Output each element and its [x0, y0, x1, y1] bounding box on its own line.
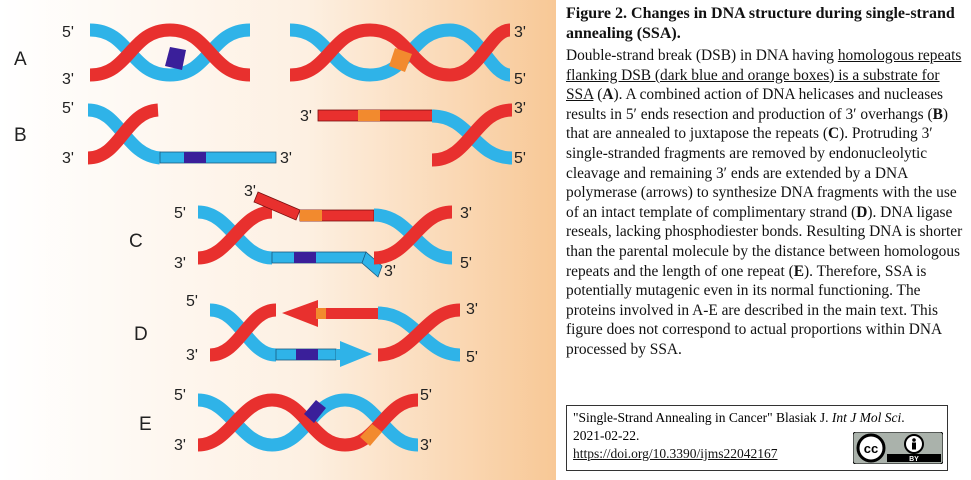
end-label: 3' [186, 347, 198, 364]
end-label: 3' [62, 71, 74, 88]
caption-text: ) that are annealed to juxtapose the repeats ( [566, 105, 949, 143]
end-label: 5' [62, 100, 74, 117]
caption-body [566, 46, 964, 360]
citation-line [573, 409, 941, 427]
repeat-orange-box [358, 110, 380, 121]
caption-text: ). Protruding 3′ single-stranded fragments are removed by endonucleolytic cleavage and remaining 3′ ends are extended by a DNA polymerase (arrows) to synthesize DNA fragments with the use of an intact template of complimentary strand ( [566, 125, 957, 221]
repeat-dark-blue-box [296, 349, 318, 360]
repeat-orange-box [300, 210, 322, 221]
end-label: 3' [300, 108, 312, 125]
cc-by-label: BY [909, 456, 919, 463]
panel-label-b: B [14, 125, 27, 146]
citation-journal: Int J Mol Sci [831, 410, 902, 425]
end-label: 5' [514, 71, 526, 88]
svg-text:cc: cc [863, 441, 879, 456]
cc-by-icon [853, 432, 943, 464]
end-label: 5' [420, 387, 432, 404]
caption-text: ). A combined action of DNA helicases and nucleases results in 5′ ends resection and production of 3′ overhangs ( [566, 86, 944, 123]
caption-text: Double-strand break (DSB) in DNA having [566, 47, 838, 64]
end-label: 3' [62, 150, 74, 167]
caption-text: ). DNA ligase reseals, lacking phosphodiester bonds. Resulting DNA is shorter than the parental molecule by the distance between homologous repeats and the length of one repeat ( [566, 203, 963, 280]
end-label: 5' [174, 205, 186, 222]
end-label: 3' [466, 301, 478, 318]
caption-panel-ref: B [932, 105, 943, 123]
citation-box [566, 405, 948, 471]
end-label: 3' [174, 255, 186, 272]
end-label: 5' [466, 349, 478, 366]
annealed-strand-blue [272, 252, 366, 263]
panel-label-e: E [139, 414, 152, 435]
end-label: 3' [174, 437, 186, 454]
end-label: 5' [186, 293, 198, 310]
end-label: 3' [460, 205, 472, 222]
end-label: 5' [62, 24, 74, 41]
end-label: 3' [244, 183, 256, 200]
end-label: 3' [420, 437, 432, 454]
end-label: 5' [460, 255, 472, 272]
end-label: 3' [384, 263, 396, 280]
caption-panel-ref: E [793, 262, 805, 280]
caption-text: ( [593, 86, 603, 104]
end-label: 5' [514, 150, 526, 167]
caption-title: Figure 2. Changes in DNA structure during single-strand annealing (SSA). [566, 5, 955, 42]
panel-label-a: A [14, 49, 27, 70]
end-label: 5' [174, 387, 186, 404]
citation-title: "Single-Strand Annealing in Cancer" Blasiak J. [573, 410, 832, 425]
caption-underlined-text: homologous repeats flanking DSB (dark blue and orange boxes) is a substrate for SSA [566, 47, 962, 104]
citation-punct: . [901, 410, 905, 425]
repeat-dark-blue-box [294, 252, 316, 263]
panel-label-c: C [129, 231, 143, 252]
end-label: 3' [280, 150, 292, 167]
caption-panel-ref: C [827, 125, 840, 143]
figure-caption [566, 4, 964, 360]
caption-panel-ref: A [602, 86, 614, 104]
end-label: 3' [514, 100, 526, 117]
overhang-strand-blue [160, 152, 276, 163]
end-label: 3' [514, 24, 526, 41]
doi-link[interactable]: https://doi.org/10.3390/ijms22042167 [573, 446, 778, 461]
caption-text: ). Therefore, SSA is potentially mutagenic even in its normal functioning. The proteins involved in A-E are described in the main text. This figure does not correspond to actual proportions within DNA processed by SSA. [566, 262, 942, 358]
repeat-dark-blue-box [184, 152, 206, 163]
caption-panel-ref: D [856, 203, 868, 221]
citation-date: 2021-02-22. [573, 428, 640, 443]
repeat-orange-box [316, 308, 326, 319]
panel-label-d: D [134, 324, 148, 345]
